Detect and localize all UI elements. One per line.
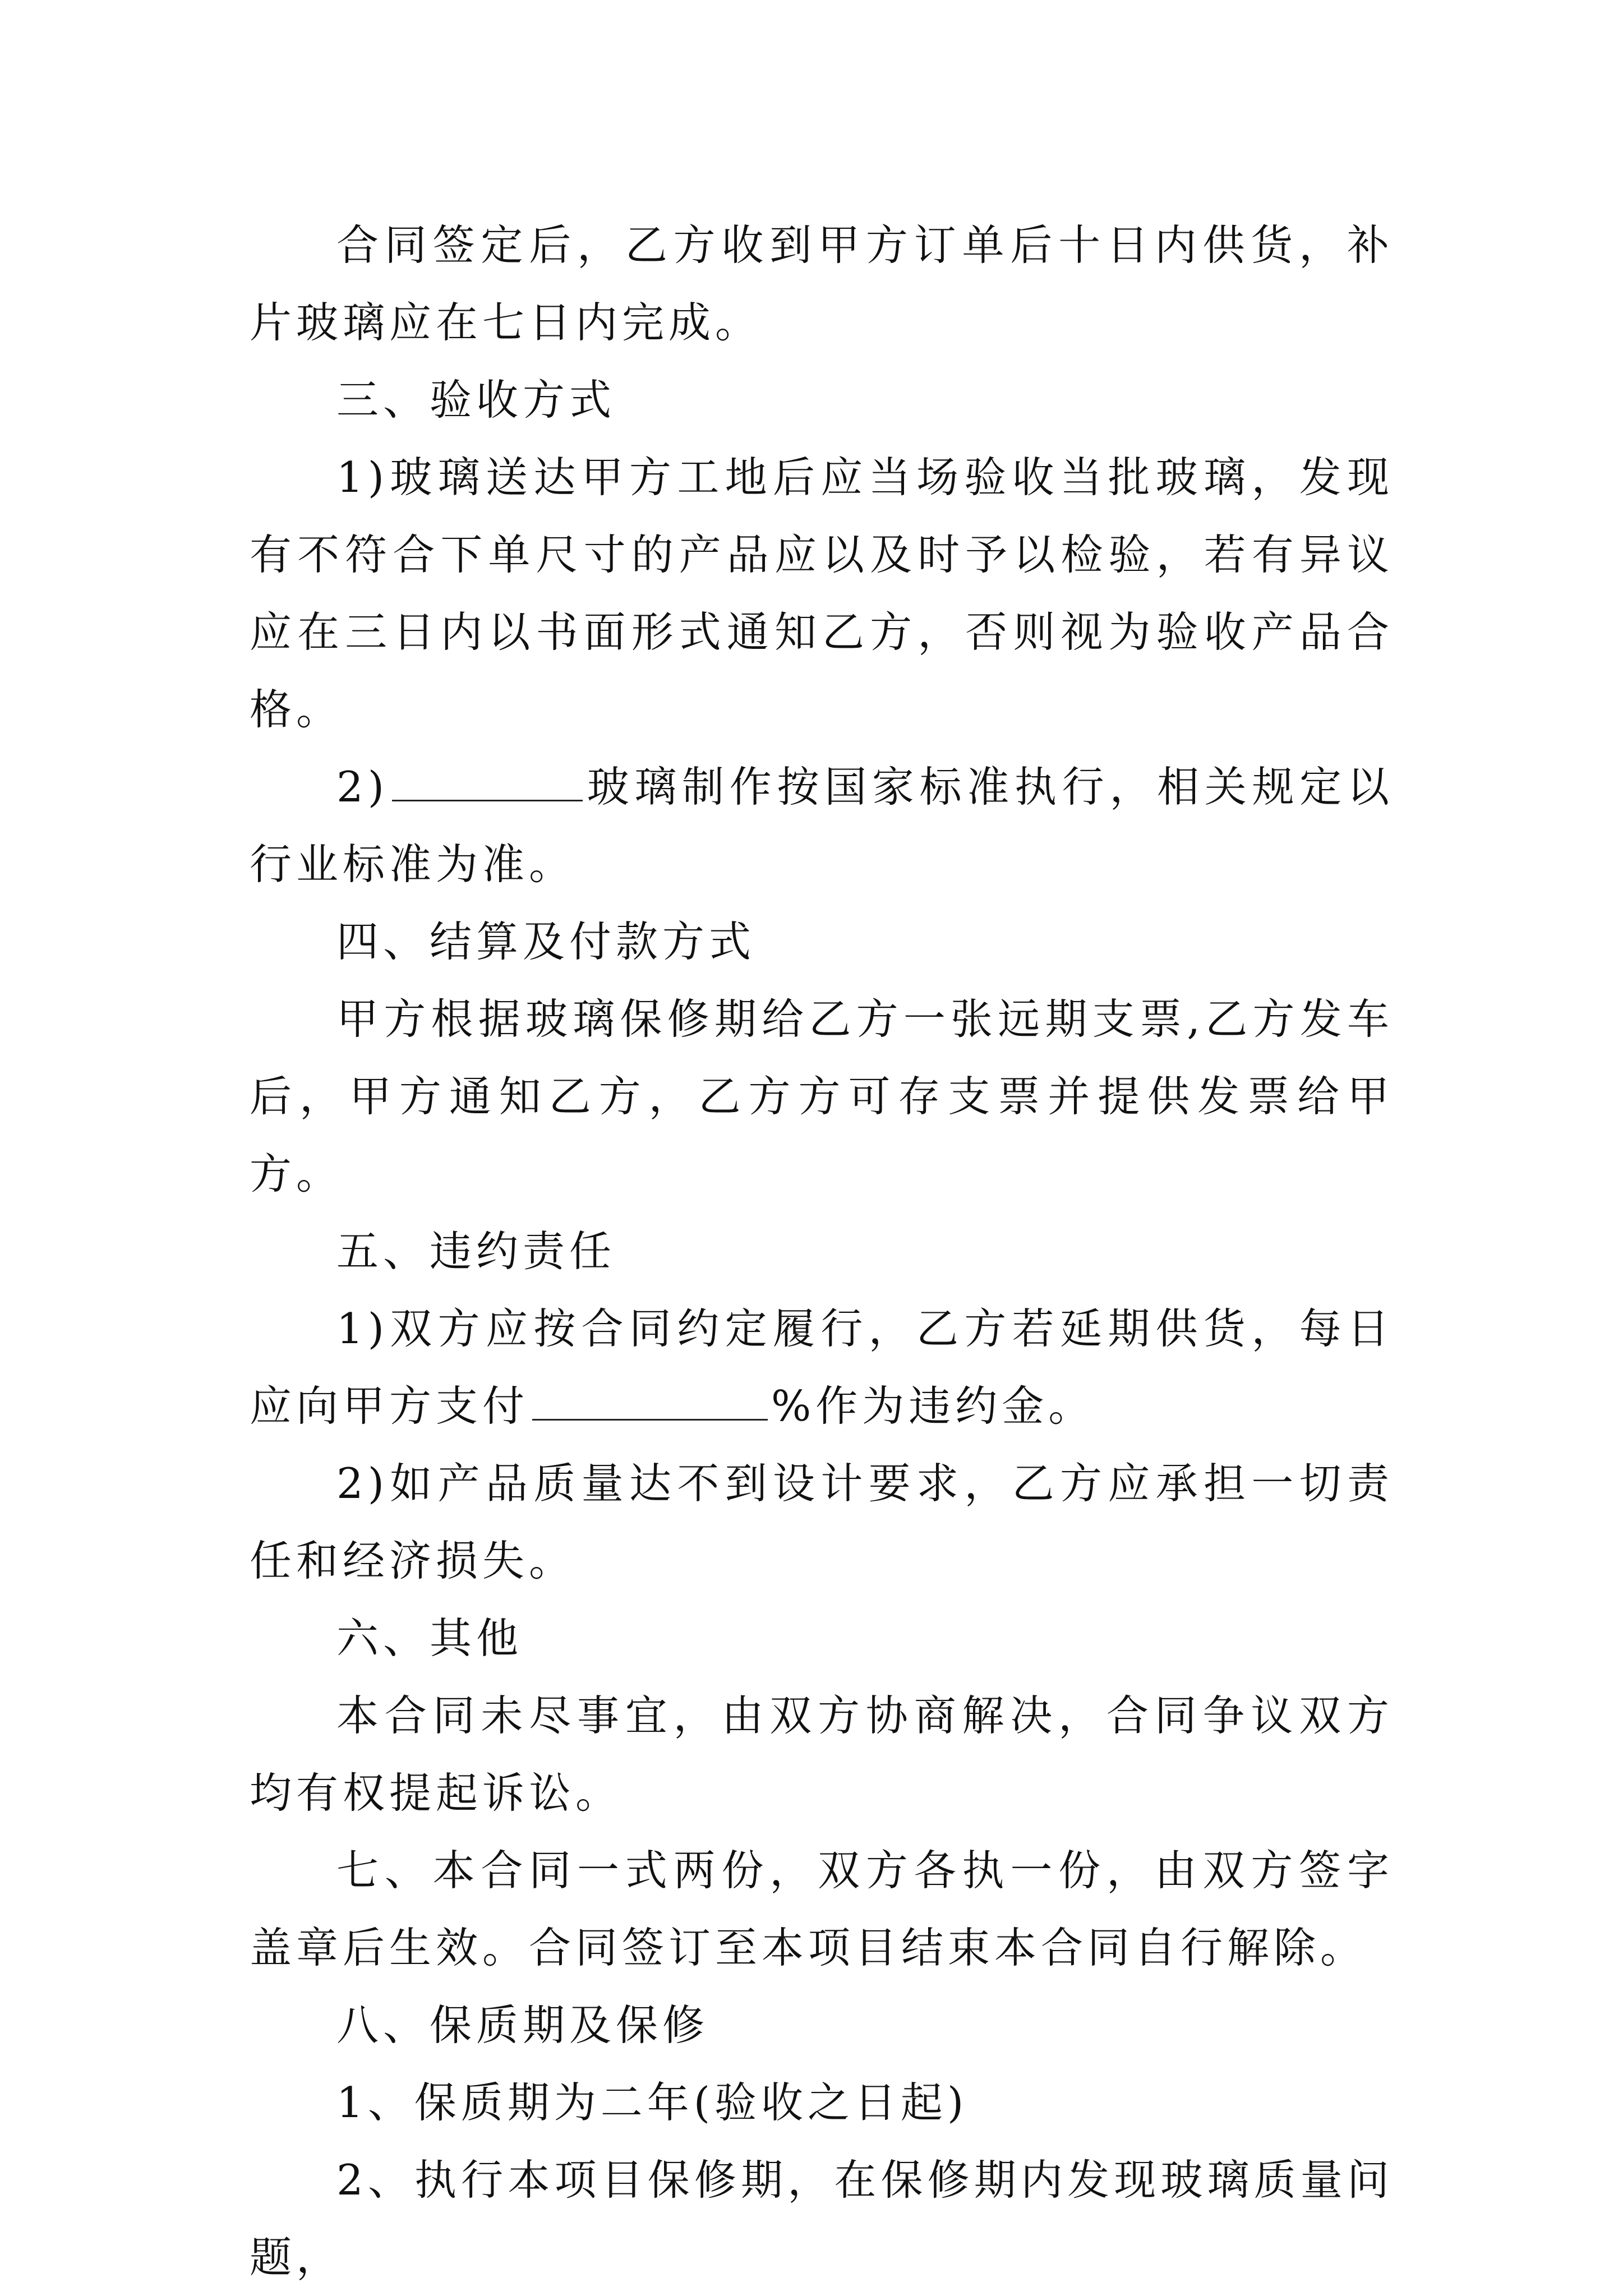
- section-heading-acceptance: 三、验收方式: [336, 375, 616, 425]
- warranty-clause-2: 2、执行本项目保修期，在保修期内发现玻璃质量问题，: [250, 2155, 1394, 2282]
- liability-clause-2: 2)如产品质量达不到设计要求，乙方应承担一切责任和经济损失。: [250, 1459, 1394, 1585]
- clause-text: 1)双方应按合同约定履行，乙方若延期供货，每日应向甲方支付: [250, 1304, 1394, 1431]
- contract-page: [250, 206, 1394, 2296]
- fill-in-blank: [392, 763, 583, 801]
- section-heading-liability: 五、违约责任: [336, 1227, 616, 1276]
- clause-text: %作为违约金。: [771, 1381, 1095, 1431]
- clause-number: 2): [336, 762, 389, 812]
- acceptance-clause-2: [250, 748, 1394, 903]
- acceptance-clause-1: 1)玻璃送达甲方工地后应当场验收当批玻璃，发现有不符合下单尺寸的产品应以及时予以检验，若有异议应在三日内以书面形式通知乙方，否则视为验收产品合格。: [250, 453, 1394, 734]
- section-heading-other: 六、其他: [336, 1613, 523, 1663]
- payment-clause: 甲方根据玻璃保修期给乙方一张远期支票,乙方发车后，甲方通知乙方，乙方方可存支票并提供发票给甲方。: [250, 994, 1394, 1198]
- section-heading-payment: 四、结算及付款方式: [336, 917, 756, 966]
- copies-clause: 七、本合同一式两份，双方各执一份，由双方签字盖章后生效。合同签订至本项目结束本合同自行解除。: [250, 1846, 1394, 1972]
- liability-clause-1: [250, 1290, 1394, 1445]
- warranty-clause-1: 1、保质期为二年(验收之日起): [336, 2078, 969, 2127]
- section-heading-warranty: 八、保质期及保修: [336, 2000, 709, 2050]
- delivery-clause: 合同签定后，乙方收到甲方订单后十日内供货，补片玻璃应在七日内完成。: [250, 220, 1394, 347]
- other-clause: 本合同未尽事宜，由双方协商解决，合同争议双方均有权提起诉讼。: [250, 1691, 1394, 1818]
- fill-in-blank-percent: [532, 1382, 768, 1421]
- clause-text: 玻璃制作按国家标准执行，相关规定以行业标准为准。: [250, 762, 1394, 889]
